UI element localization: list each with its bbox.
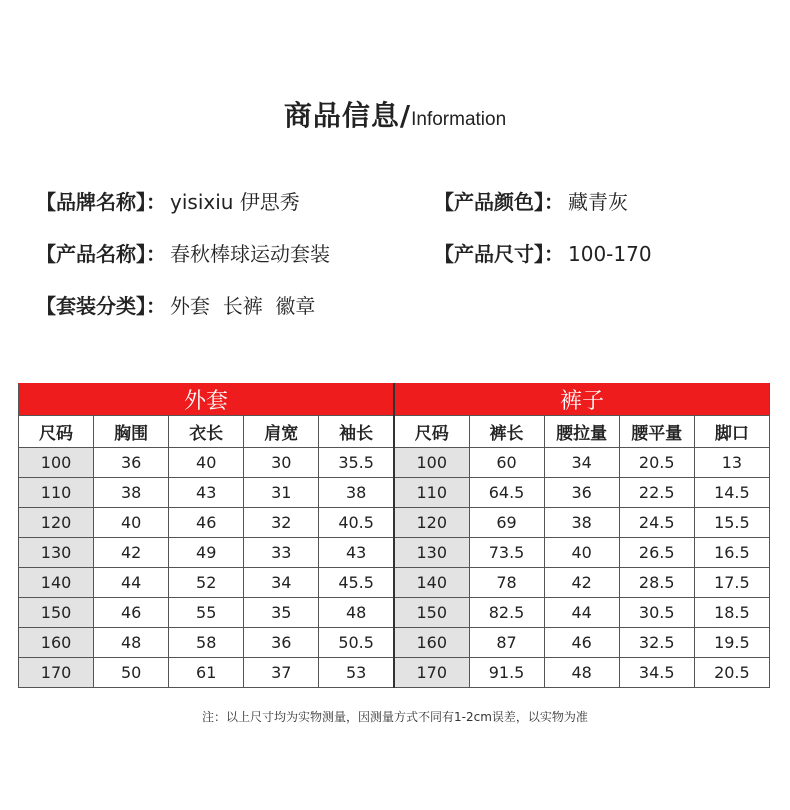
size-cell: 150 xyxy=(19,598,94,628)
info-name-label: 【产品名称】： xyxy=(36,242,166,266)
table-cell: 48 xyxy=(319,598,394,628)
col-header: 脚口 xyxy=(694,416,769,448)
info-brand-label: 【品牌名称】： xyxy=(36,190,166,214)
table-cell: 50 xyxy=(94,658,169,688)
table-cell: 52 xyxy=(169,568,244,598)
table-cell: 37 xyxy=(244,658,319,688)
table-row xyxy=(19,628,770,658)
table-cell: 38 xyxy=(319,478,394,508)
table-cell: 36 xyxy=(94,448,169,478)
table-cell: 34 xyxy=(544,448,619,478)
table-cell: 46 xyxy=(544,628,619,658)
size-cell: 140 xyxy=(394,568,469,598)
group-pants: 裤子 xyxy=(394,384,770,416)
table-row xyxy=(19,508,770,538)
info-color-value: 藏青灰 xyxy=(568,190,628,214)
table-cell: 19.5 xyxy=(694,628,769,658)
size-cell: 100 xyxy=(394,448,469,478)
info-set xyxy=(36,290,315,319)
table-cell: 64.5 xyxy=(469,478,544,508)
table-cell: 35 xyxy=(244,598,319,628)
col-header: 袖长 xyxy=(319,416,394,448)
table-cell: 34 xyxy=(244,568,319,598)
col-header: 腰拉量 xyxy=(544,416,619,448)
size-cell: 110 xyxy=(19,478,94,508)
table-cell: 36 xyxy=(544,478,619,508)
table-cell: 46 xyxy=(94,598,169,628)
table-cell: 16.5 xyxy=(694,538,769,568)
table-cell: 13 xyxy=(694,448,769,478)
table-cell: 40 xyxy=(169,448,244,478)
table-cell: 82.5 xyxy=(469,598,544,628)
table-cell: 36 xyxy=(244,628,319,658)
group-jacket: 外套 xyxy=(19,384,394,416)
col-header: 肩宽 xyxy=(244,416,319,448)
table-cell: 40.5 xyxy=(319,508,394,538)
table-group-row xyxy=(19,384,770,416)
size-cell: 130 xyxy=(394,538,469,568)
table-cell: 91.5 xyxy=(469,658,544,688)
table-cell: 20.5 xyxy=(694,658,769,688)
table-cell: 40 xyxy=(94,508,169,538)
table-cell: 43 xyxy=(319,538,394,568)
title-sub: Information xyxy=(411,109,507,130)
table-cell: 45.5 xyxy=(319,568,394,598)
info-size xyxy=(434,238,652,267)
size-cell: 150 xyxy=(394,598,469,628)
table-row xyxy=(19,658,770,688)
table-cell: 44 xyxy=(544,598,619,628)
table-cell: 73.5 xyxy=(469,538,544,568)
table-cell: 60 xyxy=(469,448,544,478)
table-header-row xyxy=(19,416,770,448)
info-set-label: 【套装分类】： xyxy=(36,294,166,318)
table-cell: 35.5 xyxy=(319,448,394,478)
table-cell: 44 xyxy=(94,568,169,598)
table-cell: 48 xyxy=(544,658,619,688)
table-row xyxy=(19,448,770,478)
table-cell: 31 xyxy=(244,478,319,508)
info-size-value: 100-170 xyxy=(568,242,652,266)
table-cell: 69 xyxy=(469,508,544,538)
table-cell: 32.5 xyxy=(619,628,694,658)
table-cell: 50.5 xyxy=(319,628,394,658)
size-cell: 170 xyxy=(19,658,94,688)
col-header: 腰平量 xyxy=(619,416,694,448)
table-row xyxy=(19,598,770,628)
table-row xyxy=(19,538,770,568)
size-cell: 100 xyxy=(19,448,94,478)
size-cell: 120 xyxy=(394,508,469,538)
size-cell: 160 xyxy=(19,628,94,658)
col-header: 裤长 xyxy=(469,416,544,448)
col-header: 尺码 xyxy=(19,416,94,448)
table-cell: 49 xyxy=(169,538,244,568)
info-color-label: 【产品颜色】： xyxy=(434,190,564,214)
info-brand-value: yisixiu 伊思秀 xyxy=(170,190,300,214)
table-cell: 24.5 xyxy=(619,508,694,538)
table-cell: 34.5 xyxy=(619,658,694,688)
table-cell: 30 xyxy=(244,448,319,478)
size-cell: 160 xyxy=(394,628,469,658)
table-cell: 58 xyxy=(169,628,244,658)
table-cell: 33 xyxy=(244,538,319,568)
info-brand xyxy=(36,186,300,215)
table-cell: 15.5 xyxy=(694,508,769,538)
table-cell: 42 xyxy=(94,538,169,568)
size-cell: 130 xyxy=(19,538,94,568)
table-cell: 46 xyxy=(169,508,244,538)
table-cell: 42 xyxy=(544,568,619,598)
table-cell: 61 xyxy=(169,658,244,688)
info-size-label: 【产品尺寸】： xyxy=(434,242,564,266)
page-title xyxy=(0,94,790,134)
footnote: 注：以上尺寸均为实物测量，因测量方式不同有1-2cm误差，以实物为准 xyxy=(202,710,588,724)
info-name-value: 春秋棒球运动套装 xyxy=(170,242,330,266)
info-color xyxy=(434,186,628,215)
table-cell: 38 xyxy=(94,478,169,508)
size-table xyxy=(18,383,770,688)
table-cell: 32 xyxy=(244,508,319,538)
info-name xyxy=(36,238,330,267)
table-cell: 30.5 xyxy=(619,598,694,628)
col-header: 胸围 xyxy=(94,416,169,448)
table-cell: 55 xyxy=(169,598,244,628)
col-header: 衣长 xyxy=(169,416,244,448)
size-cell: 140 xyxy=(19,568,94,598)
table-cell: 53 xyxy=(319,658,394,688)
table-cell: 43 xyxy=(169,478,244,508)
table-cell: 48 xyxy=(94,628,169,658)
table-cell: 28.5 xyxy=(619,568,694,598)
table-cell: 22.5 xyxy=(619,478,694,508)
size-cell: 170 xyxy=(394,658,469,688)
table-row xyxy=(19,478,770,508)
title-main: 商品信息/ xyxy=(283,99,412,132)
size-cell: 120 xyxy=(19,508,94,538)
table-cell: 26.5 xyxy=(619,538,694,568)
table-cell: 78 xyxy=(469,568,544,598)
info-set-value: 外套 长裤 徽章 xyxy=(170,294,316,318)
table-cell: 38 xyxy=(544,508,619,538)
table-cell: 14.5 xyxy=(694,478,769,508)
table-cell: 18.5 xyxy=(694,598,769,628)
col-header: 尺码 xyxy=(394,416,469,448)
size-cell: 110 xyxy=(394,478,469,508)
table-cell: 40 xyxy=(544,538,619,568)
table-row xyxy=(19,568,770,598)
table-cell: 20.5 xyxy=(619,448,694,478)
table-cell: 87 xyxy=(469,628,544,658)
table-cell: 17.5 xyxy=(694,568,769,598)
